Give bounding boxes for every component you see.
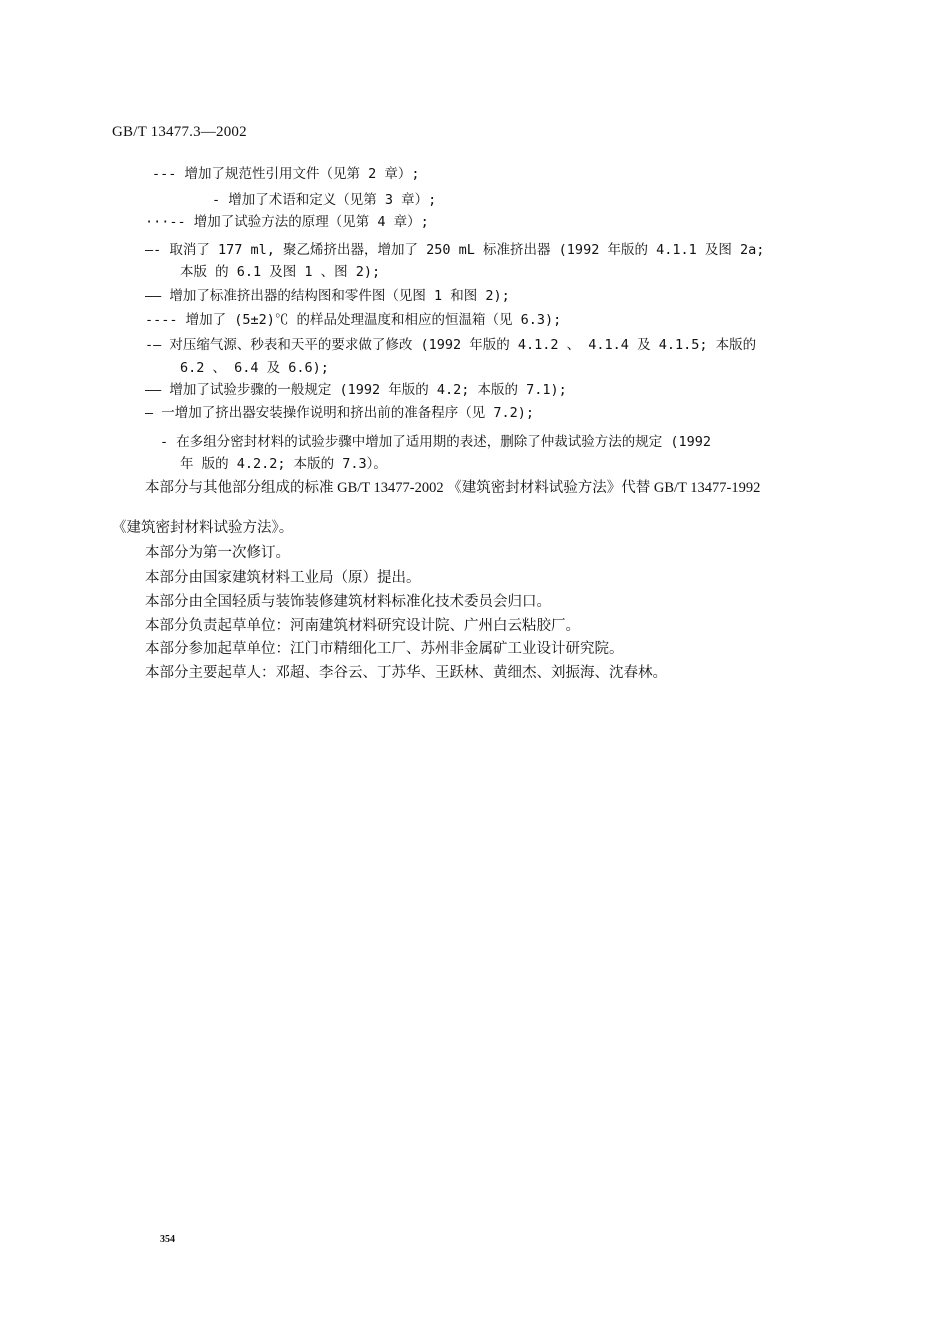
drafting-unit-paragraph: 本部分负责起草单位：河南建筑材料研究设计院、广州白云粘胶厂。 (145, 618, 580, 634)
proposer-paragraph: 本部分由国家建筑材料工业局（原）提出。 (145, 570, 421, 586)
change-item-references: --- 增加了规范性引用文件（见第 2 章）; (152, 166, 420, 182)
drafters-paragraph: 本部分主要起草人：邓超、李谷云、丁苏华、王跃林、黄细杰、刘振海、沈春林。 (145, 665, 667, 681)
change-item-structure-drawing: —— 增加了标准挤出器的结构图和零件图（见图 1 和图 2); (145, 288, 510, 304)
participating-unit-paragraph: 本部分参加起草单位：江门市精细化工厂、苏州非金属矿工业设计研究院。 (145, 641, 624, 657)
change-item-temperature: ---- 增加了 (5±2)℃ 的样品处理温度和相应的恒温箱（见 6.3); (145, 312, 562, 328)
replacement-paragraph-cont: 《建筑密封材料试验方法》。 (112, 520, 294, 536)
change-item-multicomponent: - 在多组分密封材料的试验步骤中增加了适用期的表述，删除了仲裁试验方法的规定 (1992 (160, 434, 712, 450)
change-item-multicomponent-cont: 年 版的 4.2.2; 本版的 7.3）。 (180, 456, 387, 472)
change-item-terms: - 增加了术语和定义（见第 3 章）; (212, 192, 437, 208)
page-number: 354 (160, 1234, 175, 1245)
standard-header: GB/T 13477.3—2002 (112, 124, 247, 140)
change-item-extruder: —- 取消了 177 ml, 聚乙烯挤出器，增加了 250 mL 标准挤出器 (1992 年版的 4.1.1 及图 2a; (145, 242, 765, 258)
replacement-paragraph: 本部分与其他部分组成的标准 GB/T 13477-2002 《建筑密封材料试验方法》代替 GB/T 13477-1992 (145, 480, 761, 496)
committee-paragraph: 本部分由全国轻质与装饰装修建筑材料标准化技术委员会归口。 (145, 594, 551, 610)
change-item-requirements: -— 对压缩气源、秒表和天平的要求做了修改 (1992 年版的 4.1.2 、 4.1.4 及 4.1.5; 本版的 (145, 337, 757, 353)
revision-paragraph: 本部分为第一次修订。 (145, 545, 290, 561)
change-item-general-rules: —— 增加了试验步骤的一般规定 (1992 年版的 4.2; 本版的 7.1); (145, 382, 567, 398)
change-item-extruder-cont: 本版 的 6.1 及图 1 、图 2); (180, 264, 381, 280)
change-item-principle: ···-- 增加了试验方法的原理（见第 4 章）; (145, 214, 429, 230)
change-item-requirements-cont: 6.2 、 6.4 及 6.6); (180, 360, 329, 376)
change-item-installation: — 一增加了挤出器安装操作说明和挤出前的准备程序（见 7.2); (145, 405, 535, 421)
